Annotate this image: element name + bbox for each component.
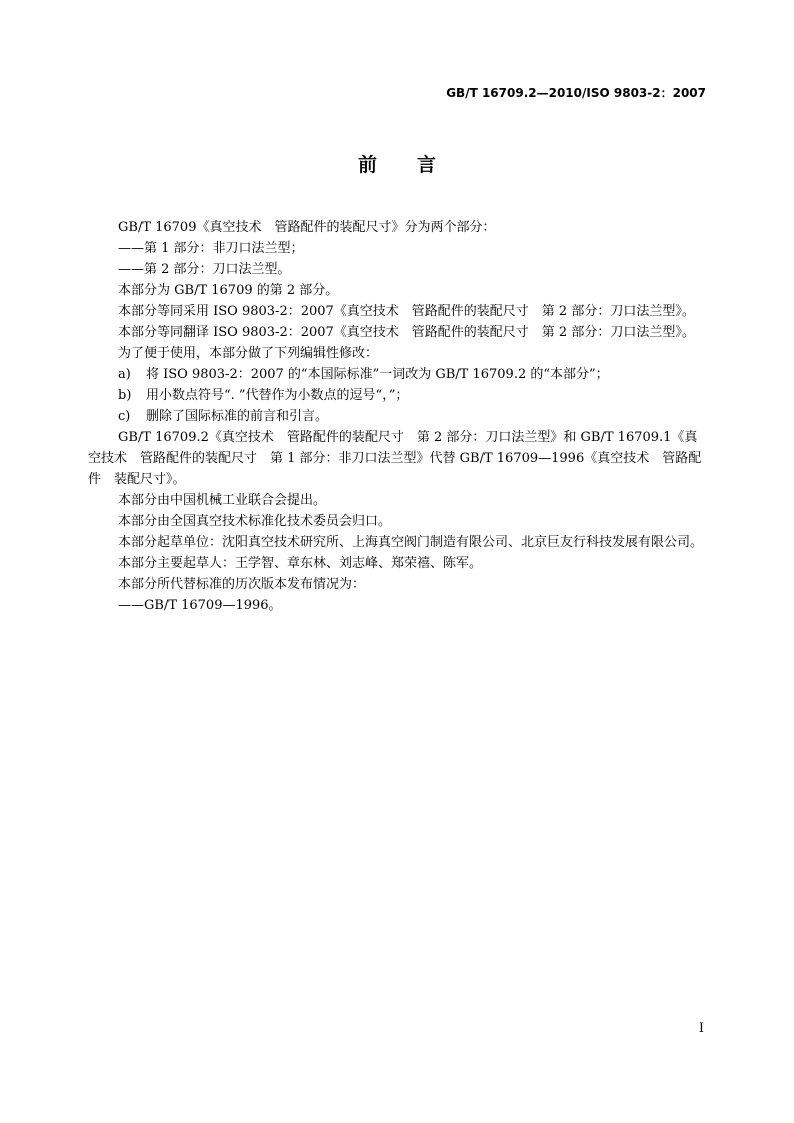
paragraph-adopt: 本部分等同采用 ISO 9803-2：2007《真空技术 管路配件的装配尺寸 第 2 部分：刀口法兰型》。 (118, 304, 695, 319)
paragraph-managed-by: 本部分由全国真空技术标准化技术委员会归口。 (118, 514, 392, 529)
paragraph-intro: GB/T 16709《真空技术 管路配件的装配尺寸》分为两个部分： (118, 220, 496, 235)
list-item-text: 用小数点符号“. ”代替作为小数点的逗号“，”； (146, 388, 409, 403)
list-item-label: c) (118, 409, 131, 424)
list-item (118, 406, 708, 427)
paragraph-translate: 本部分等同翻译 ISO 9803-2：2007《真空技术 管路配件的装配尺寸 第 2 部分：刀口法兰型》。 (118, 325, 695, 340)
document-body (88, 217, 708, 616)
title-char-1: 前 (357, 154, 377, 176)
list-item-text: 删除了国际标准的前言和引言。 (146, 409, 329, 424)
paragraph-part-1: ——第 1 部分：非刀口法兰型； (118, 241, 304, 256)
paragraph-edits: 为了便于使用，本部分做了下列编辑性修改： (118, 346, 379, 361)
list-item (118, 364, 708, 385)
list-item (118, 385, 708, 406)
page-number: I (698, 1021, 704, 1036)
paragraph-history-item: ——GB/T 16709—1996。 (118, 598, 282, 613)
paragraph-part-2: ——第 2 部分：刀口法兰型。 (118, 262, 291, 277)
paragraph-proposed-by: 本部分由中国机械工业联合会提出。 (118, 493, 327, 508)
paragraph-history: 本部分所代替标准的历次版本发布情况为： (118, 577, 366, 592)
page-title (0, 150, 794, 177)
list-item-label: b) (118, 388, 132, 403)
paragraph-drafting-units: 本部分起草单位：沈阳真空技术研究所、上海真空阀门制造有限公司、北京巨友行科技发展有限公司。 (118, 535, 704, 550)
paragraph-replaces: GB/T 16709.2《真空技术 管路配件的装配尺寸 第 2 部分：刀口法兰型》和 GB/T 16709.1《真空技术 管路配件的装配尺寸 第 1 部分：非刀口法兰型》代替 GB/T 16709—1996《真空技术 管路配件 装配尺寸》。 (88, 430, 702, 487)
list-item-text: 将 ISO 9803-2：2007 的“本国际标准”一词改为 GB/T 16709.2 的“本部分”； (146, 367, 609, 382)
title-char-2: 言 (417, 154, 437, 176)
paragraph-this-part: 本部分为 GB/T 16709 的第 2 部分。 (118, 283, 339, 298)
edit-list (88, 364, 708, 427)
document-id-header: GB/T 16709.2—2010/ISO 9803-2：2007 (446, 86, 706, 100)
list-item-label: a) (118, 367, 131, 382)
paragraph-drafters: 本部分主要起草人：王学智、章东林、刘志峰、郑荣禧、陈军。 (118, 556, 483, 571)
